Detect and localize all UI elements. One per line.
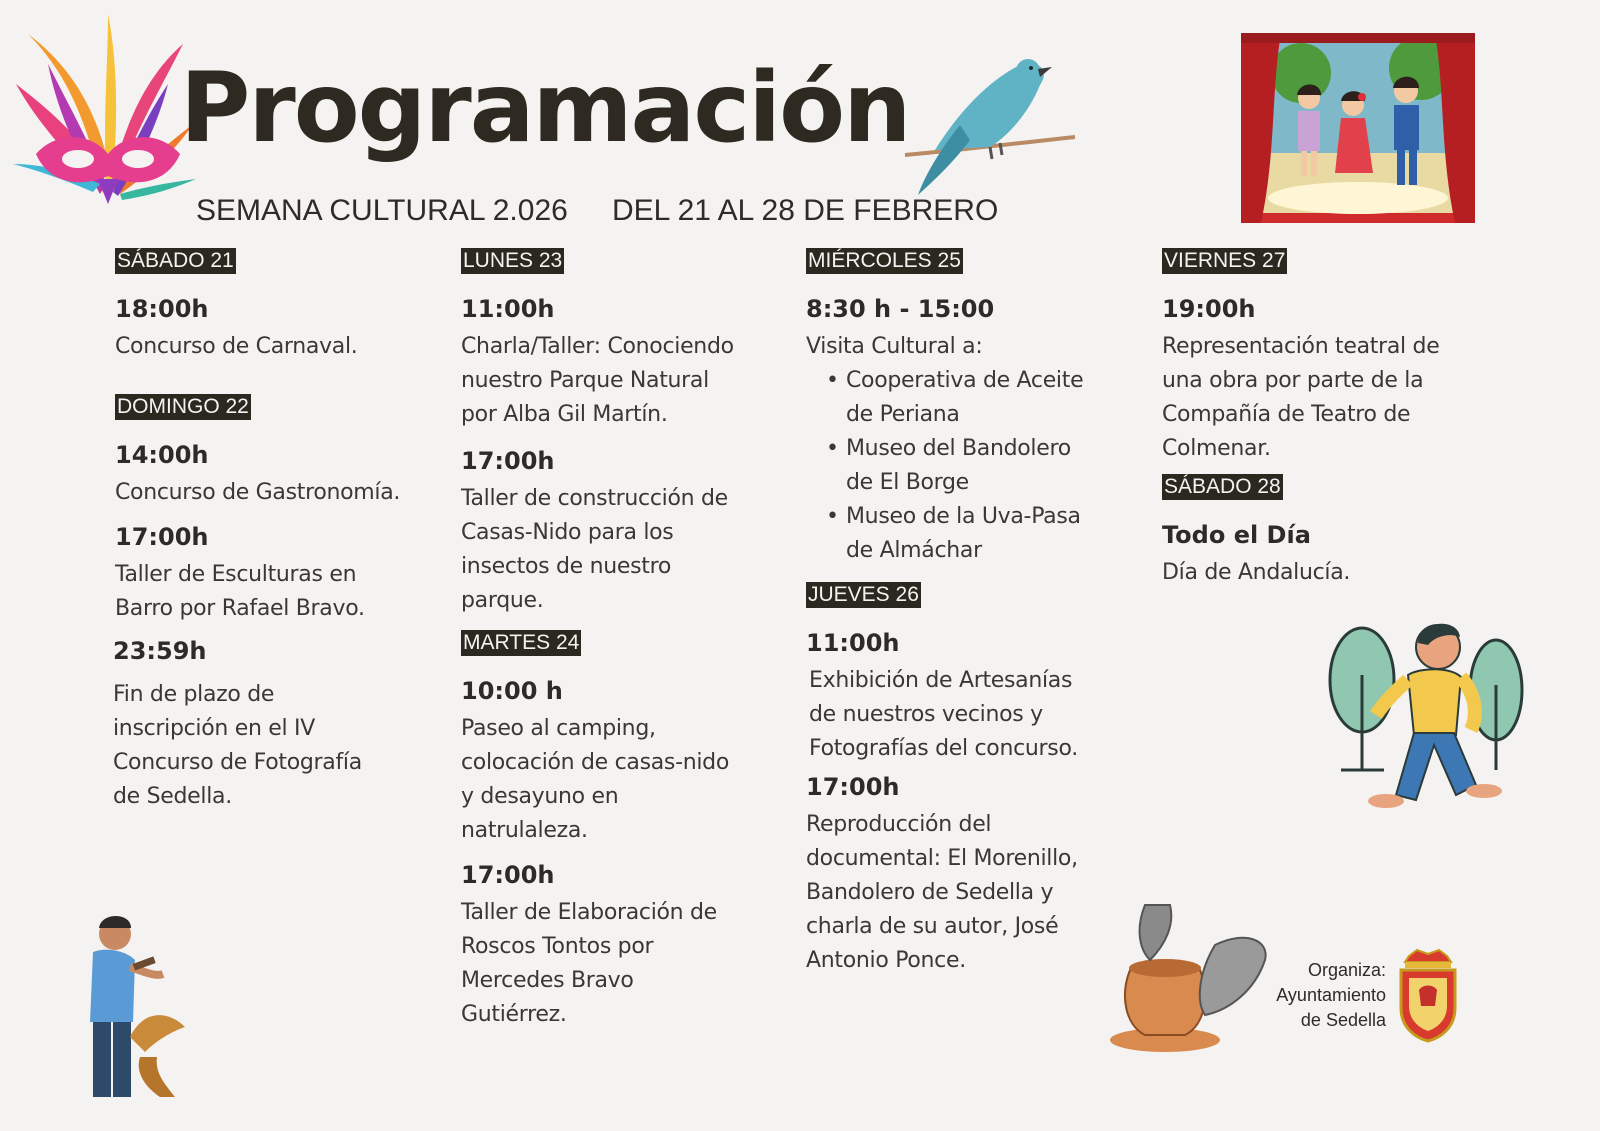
list-item: • Museo de la Uva-Pasa de Almáchar bbox=[826, 500, 1126, 568]
day-block-martes-24 bbox=[461, 630, 781, 1032]
event-time: 17:00h bbox=[461, 447, 555, 475]
event-time: 14:00h bbox=[115, 441, 209, 469]
day-block-miercoles-25 bbox=[806, 248, 1126, 568]
theater-stage-icon bbox=[1241, 33, 1475, 223]
event-description: Concurso de Carnaval. bbox=[115, 334, 358, 359]
event-description: Taller de construcción de Casas-Nido para los insectos de nuestro parque. bbox=[461, 486, 728, 613]
event-description: Representación teatral de una obra por parte de la Compañía de Teatro de Colmenar. bbox=[1162, 334, 1440, 461]
subtitle-dates: DEL 21 AL 28 DE FEBRERO bbox=[612, 194, 999, 227]
day-label: JUEVES 26 bbox=[808, 583, 919, 606]
organizer-credit bbox=[1276, 958, 1386, 1033]
list-item: • Cooperativa de Aceite de Periana bbox=[826, 364, 1126, 432]
visit-list bbox=[826, 364, 1126, 568]
event-description: Paseo al camping, colocación de casas-nido y desayuno en natrulaleza. bbox=[461, 716, 730, 843]
column-miercoles-jueves bbox=[806, 248, 1126, 978]
event-description: Reproducción del documental: El Morenillo, Bandolero de Sedella y charla de su autor, José Antonio Ponce. bbox=[806, 812, 1078, 973]
list-item: • Museo del Bandolero de El Borge bbox=[826, 432, 1126, 500]
event-description: Exhibición de Artesanías de nuestros vecinos y Fotografías del concurso. bbox=[809, 668, 1078, 761]
organizer-line: de Sedella bbox=[1300, 1010, 1386, 1030]
sedella-coat-of-arms-icon bbox=[1395, 948, 1461, 1043]
event-time: 11:00h bbox=[461, 295, 555, 323]
event-description: Taller de Elaboración de Roscos Tontos por Mercedes Bravo Gutiérrez. bbox=[461, 900, 717, 1027]
day-block-jueves-26 bbox=[806, 582, 1126, 978]
event-time: 17:00h bbox=[461, 861, 555, 889]
event-time: 8:30 h - 15:00 bbox=[806, 295, 995, 323]
event-description: Fin de plazo de inscripción en el IV Concurso de Fotografía de Sedella. bbox=[113, 682, 362, 809]
day-label: SÁBADO 21 bbox=[117, 249, 234, 272]
event-time: 19:00h bbox=[1162, 295, 1256, 323]
column-lunes-martes bbox=[461, 248, 781, 1032]
event-time: 11:00h bbox=[806, 629, 900, 657]
day-block-sabado-21 bbox=[115, 248, 455, 364]
day-block-viernes-27 bbox=[1162, 248, 1492, 466]
pottery-hands-icon bbox=[1105, 900, 1275, 1060]
organizer-line: Ayuntamiento bbox=[1276, 985, 1386, 1005]
day-label: VIERNES 27 bbox=[1164, 249, 1286, 272]
event-description: Concurso de Gastronomía. bbox=[115, 480, 401, 505]
carnival-mask-icon bbox=[8, 4, 198, 209]
day-label: DOMINGO 22 bbox=[117, 395, 249, 418]
subtitle-week: SEMANA CULTURAL 2.026 bbox=[196, 194, 568, 227]
column-sabado-domingo bbox=[115, 248, 455, 814]
day-label: SÁBADO 28 bbox=[1164, 475, 1281, 498]
day-block-lunes-23 bbox=[461, 248, 781, 618]
page-title: Programación bbox=[180, 52, 910, 164]
event-time: 18:00h bbox=[115, 295, 209, 323]
event-time: Todo el Día bbox=[1162, 521, 1311, 549]
column-viernes-sabado bbox=[1162, 248, 1492, 590]
event-description: Día de Andalucía. bbox=[1162, 560, 1351, 585]
event-time: 17:00h bbox=[806, 773, 900, 801]
day-block-sabado-28 bbox=[1162, 474, 1492, 590]
event-description: Taller de Esculturas en Barro por Rafael Bravo. bbox=[115, 562, 365, 621]
event-time: 23:59h bbox=[113, 637, 207, 665]
day-block-domingo-22 bbox=[115, 394, 455, 814]
organizer-line: Organiza: bbox=[1307, 960, 1386, 980]
day-label: MIÉRCOLES 25 bbox=[808, 249, 961, 272]
event-time: 10:00 h bbox=[461, 677, 563, 705]
day-label: MARTES 24 bbox=[463, 631, 580, 654]
event-time: 17:00h bbox=[115, 523, 209, 551]
walking-boy-icon bbox=[1326, 615, 1526, 815]
sculptor-icon bbox=[45, 912, 195, 1102]
event-description: Charla/Taller: Conociendo nuestro Parque Natural por Alba Gil Martín. bbox=[461, 334, 734, 427]
day-label: LUNES 23 bbox=[463, 249, 563, 272]
event-description: Visita Cultural a: bbox=[806, 334, 983, 359]
bird-on-branch-icon bbox=[900, 55, 1080, 200]
